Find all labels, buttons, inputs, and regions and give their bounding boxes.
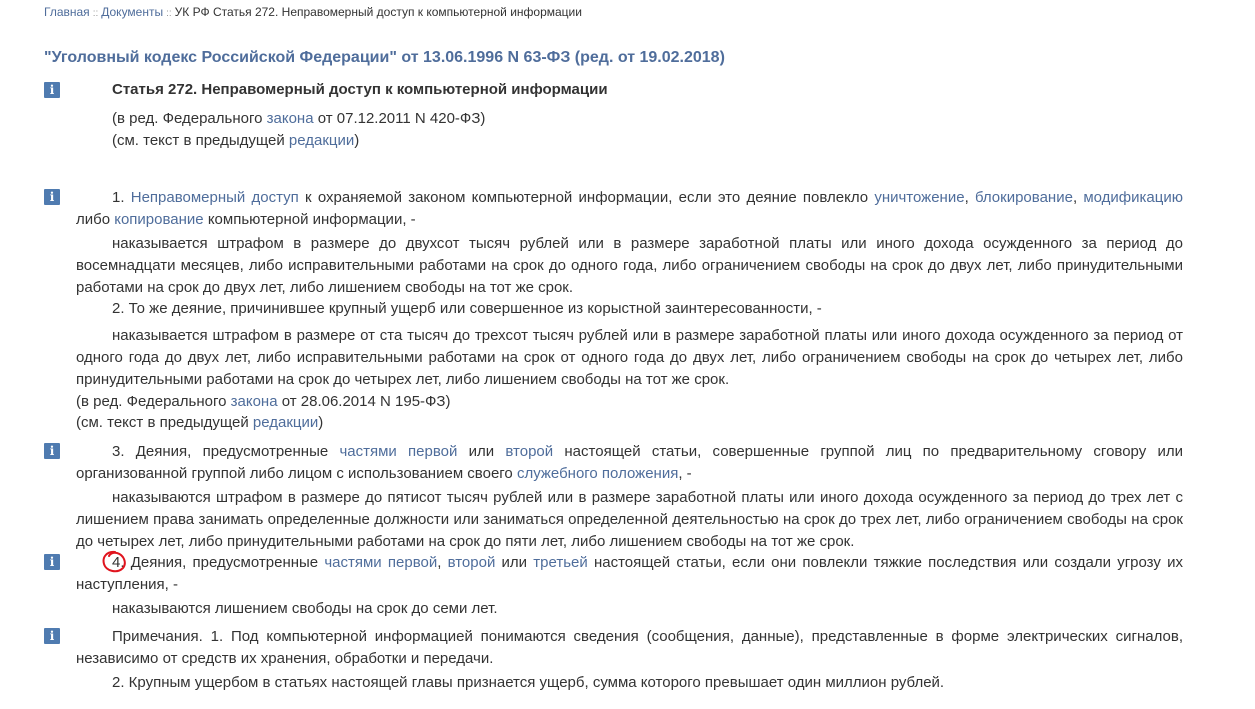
see-text: (см. текст в предыдущей (112, 132, 289, 149)
breadcrumb-separator: :: (166, 8, 172, 19)
see-text: (см. текст в предыдущей (76, 414, 253, 431)
paragraph-text: либо (76, 211, 115, 228)
breadcrumb-current: УК РФ Статья 272. Неправомерный доступ к компьютерной информации (174, 5, 582, 19)
law-link[interactable]: закона (266, 110, 314, 127)
second-part-link[interactable]: второй (505, 443, 554, 460)
paragraph-text: , (437, 554, 448, 571)
second-part-link[interactable]: второй (447, 554, 496, 571)
see-previous-note (112, 130, 1183, 152)
paragraph-text: , - (678, 465, 692, 482)
paragraph-4 (76, 552, 1183, 596)
revision-link[interactable]: редакции (288, 132, 355, 149)
amendment-text: (в ред. Федерального (112, 110, 267, 127)
paragraph-text: , (1072, 189, 1084, 206)
paragraph-3-punishment: наказываются штрафом в размере до пятисот тысяч рублей или в размере заработной платы или иного дохода осужденного за период до трех лет с лишением права занимать определенные должности или заниматься определенной деятельностью на срок до трех лет, либо ограничением свободы на срок до четырех лет, либо принудительными работами на срок до пяти лет, либо лишением свободы на тот же срок. (76, 489, 1183, 550)
paragraph-1-punishment: наказывается штрафом в размере до двухсот тысяч рублей или в размере заработной платы или иного дохода осужденного за период до восемнадцати месяцев, либо исправительными работами на срок до одного года, либо ограничением свободы на срок до двух лет, либо принудительными работами на срок до двух лет, либо лишением свободы на тот же срок. (76, 235, 1183, 296)
paragraph-text: , (964, 189, 975, 206)
see-text: ) (318, 414, 324, 431)
info-icon[interactable]: i (44, 554, 60, 570)
info-icon[interactable]: i (44, 82, 60, 98)
paragraph-text: настоящей статьи, совершенные группой лиц по предварительному сговору или организованной группой либо лицом с использованием своего (76, 443, 1183, 482)
official-position-link[interactable]: служебного положения (516, 465, 679, 482)
breadcrumb (44, 5, 582, 19)
amendment-note-2 (76, 391, 1183, 413)
paragraph-2: 2. То же деяние, причинившее крупный ущерб или совершенное из корыстной заинтересованности, - (112, 300, 822, 317)
paragraph-4-punishment: наказываются лишением свободы на срок до семи лет. (112, 600, 498, 617)
note-1: Примечания. 1. Под компьютерной информацией понимаются сведения (сообщения, данные), представленные в форме электрических сигналов, независимо от средств их хранения, обработки и передачи. (76, 628, 1183, 667)
copying-link[interactable]: копирование (114, 211, 204, 228)
breadcrumb-separator: :: (92, 8, 99, 19)
paragraph-number: 4. (112, 554, 125, 571)
paragraph-text: или (495, 554, 534, 571)
article-title: Статья 272. Неправомерный доступ к компьютерной информации (112, 81, 608, 98)
paragraph-text: компьютерной информации, - (203, 211, 416, 228)
law-link[interactable]: закона (230, 393, 278, 410)
breadcrumb-documents-link[interactable]: Документы (101, 5, 164, 19)
paragraph-1 (76, 187, 1183, 231)
destruction-link[interactable]: уничтожение (874, 189, 965, 206)
parts-first-link[interactable]: частями первой (339, 443, 458, 460)
amendment-text: от 07.12.2011 N 420-ФЗ) (313, 110, 486, 127)
info-icon[interactable]: i (44, 628, 60, 644)
unlawful-access-link[interactable]: Неправомерный доступ (130, 189, 299, 206)
info-icon[interactable]: i (44, 189, 60, 205)
paragraph-3 (76, 441, 1183, 485)
see-text: ) (354, 132, 360, 149)
breadcrumb-home-link[interactable]: Главная (44, 5, 90, 19)
note-2: 2. Крупным ущербом в статьях настоящей главы признается ущерб, сумма которого превышает один миллион рублей. (112, 674, 945, 691)
paragraph-text: к охраняемой законом компьютерной информации, если это деяние повлекло (298, 189, 875, 206)
parts-first-link[interactable]: частями первой (324, 554, 438, 571)
paragraph-text: или (457, 443, 506, 460)
third-part-link[interactable]: третьей (533, 554, 588, 571)
paragraph-text: 3. Деяния, предусмотренные (112, 443, 340, 460)
modification-link[interactable]: модификацию (1083, 189, 1183, 206)
revision-link[interactable]: редакции (252, 414, 319, 431)
document-title: "Уголовный кодекс Российской Федерации" от 13.06.1996 N 63-ФЗ (ред. от 19.02.2018) (44, 49, 725, 66)
paragraph-2-punishment: наказывается штрафом в размере от ста тысяч до трехсот тысяч рублей или в размере заработной платы или иного дохода осужденного за период от одного года до двух лет, либо исправительными работами на срок от одного года до двух лет, либо ограничением свободы на срок до четырех лет, либо принудительными работами на срок до четырех лет, либо лишением свободы на тот же срок. (76, 327, 1183, 388)
amendment-note (112, 108, 1183, 130)
amendment-text: (в ред. Федерального (76, 393, 231, 410)
paragraph-text: Деяния, предусмотренные (124, 554, 325, 571)
blocking-link[interactable]: блокирование (974, 189, 1073, 206)
paragraph-number: 1. (112, 189, 131, 206)
amendment-text: от 28.06.2014 N 195-ФЗ) (277, 393, 451, 410)
paragraph-text: настоящей статьи, если они повлекли тяжкие последствия или создали угрозу их наступления, - (76, 554, 1183, 593)
info-icon[interactable]: i (44, 443, 60, 459)
see-previous-note-2 (76, 412, 1183, 434)
